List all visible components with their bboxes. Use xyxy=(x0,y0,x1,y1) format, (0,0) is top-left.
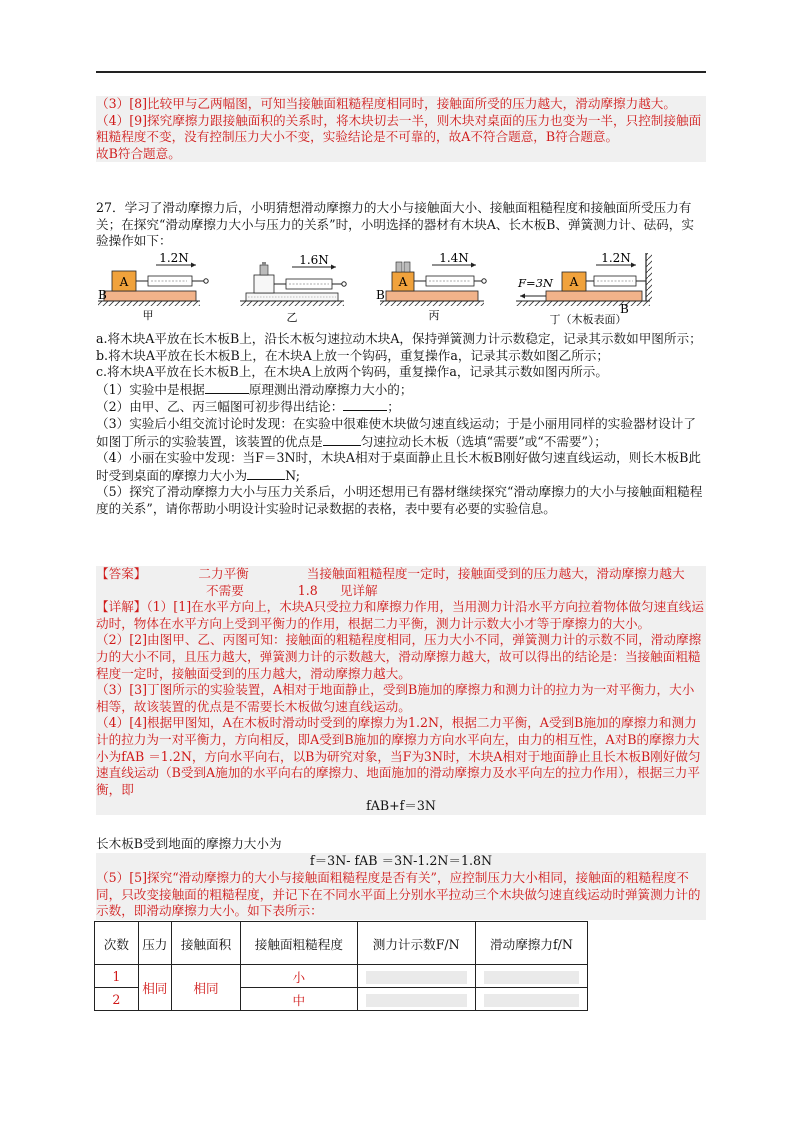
pressure-cell: 相同 xyxy=(138,965,171,1011)
table-header-row xyxy=(95,922,588,965)
blank-1[interactable] xyxy=(205,381,249,394)
header-roughness: 接触面粗糙程度 xyxy=(241,922,357,965)
detail-2: （2）[2]由图甲、乙、丙图可知：接触面的粗糙程度相同，压力大小不同，弹簧测力计的示数不同，滑动摩擦力的大小不同，且压力越大，弹簧测力计的示数越大，滑动摩擦力越大，故可以得出的结论是：当接触面粗糙程度一定时，接触面受到的压力越大，滑动摩擦力越大。 xyxy=(96,632,702,681)
force-reading-jia: 1.2N xyxy=(159,253,189,265)
caption-jia: 甲 xyxy=(142,309,154,322)
row2-roughness: 中 xyxy=(241,988,357,1011)
row1-friction xyxy=(475,965,587,988)
answer-line-3 xyxy=(96,583,706,600)
equation-2: f＝3N- fAB ＝3N-1.2N＝1.8N xyxy=(309,853,493,868)
figure-yi xyxy=(240,253,346,324)
block-a-yi xyxy=(254,275,274,293)
answer-5: 见详解 xyxy=(339,582,378,598)
board-b xyxy=(104,291,196,301)
row2-n: 2 xyxy=(95,988,139,1011)
sub-question-3: （3）实验后小组交流讨论时发现：在实验中很难使木块做匀速直线运动；于是小丽用同样的实验器材设计了如图丁所示的实验装置，该装置的优点是 匀速拉动长木板（选填“需要”或“不需要”）； xyxy=(96,415,696,449)
blank-3[interactable] xyxy=(323,433,361,446)
answer-3: 不需要 xyxy=(206,582,244,598)
sub-question-2: （2）由甲、乙、丙三幅图可初步得出结论： ； xyxy=(96,399,400,415)
figure-ding xyxy=(516,253,652,326)
detail-5-box xyxy=(96,870,706,920)
header-friction: 滑动摩擦力f/N xyxy=(475,922,587,965)
force-reading-bing: 1.4N xyxy=(439,253,469,265)
blank-4[interactable] xyxy=(247,467,285,480)
question-text: 27．学习了滑动摩擦力后，小明猜想滑动摩擦力的大小与接触面大小、接触面粗糙程度和接触面所受压力有关；在探究“滑动摩擦力大小与压力的关系”时，小明选择的器材有木块A、长木板B、弹簧测力计、砝码，实验操作如下： xyxy=(96,200,694,249)
detail-label: 【详解】 xyxy=(96,599,147,615)
row1-n: 1 xyxy=(95,965,139,988)
block-a-label: A xyxy=(119,275,129,289)
table-row xyxy=(95,965,588,988)
prev-answer-p3: （3）[8]比较甲与乙两幅图，可知当接触面粗糙程度相同时，接触面所受的压力越大，滑动摩擦力越大。 xyxy=(96,96,676,111)
experiment-figures xyxy=(96,253,706,331)
weight-bing-2 xyxy=(404,262,410,272)
equation-2-box xyxy=(96,853,706,870)
header-area: 接触面积 xyxy=(171,922,240,965)
question-27-intro xyxy=(96,200,706,250)
board-b-label-bing: B xyxy=(376,288,385,302)
header-rule xyxy=(96,71,706,73)
detail-3: （3）[3]丁图所示的实验装置，A相对于地面静止，受到B施加的摩擦力和测力计的拉力为一对平衡力，大小相等，故该装置的优点是不需要长木板做匀速直线运动。 xyxy=(96,682,695,714)
record-table xyxy=(94,921,588,1011)
row2-friction xyxy=(475,988,587,1011)
weight-bing-1 xyxy=(396,262,402,272)
prev-answer-p5: 故B符合题意。 xyxy=(96,145,181,161)
prev-answer-section xyxy=(96,96,706,162)
sub-question-1: （1）实验中是根据 原理测出滑动摩擦力大小的； xyxy=(96,381,413,397)
blank-2[interactable] xyxy=(343,398,387,411)
question-27-body xyxy=(96,331,706,518)
step-b: b.将木块A平放在长木板B上，在木块A上放一个钩码，重复操作a，记录其示数如图乙所示； xyxy=(96,347,609,363)
row1-reading xyxy=(357,965,475,988)
answer-section xyxy=(96,566,706,815)
force-reading-ding: 1.2N xyxy=(601,253,631,265)
figure-jia xyxy=(98,253,208,322)
board-b-label-ding: B xyxy=(620,302,629,316)
caption-yi: 乙 xyxy=(286,311,298,324)
step-c: c.将木块A平放在长木板B上，在木块A上放两个钩码，重复操作a，记录其示数如图丙所示。 xyxy=(96,364,608,380)
board-b-label: B xyxy=(98,288,107,302)
answer-label: 【答案】 xyxy=(96,566,147,581)
sub-question-4: （4）小丽在实验中发现：当F＝3N时，木块A相对于桌面静止且长木板B刚好做匀速直线运动，则长木板B此时受到桌面的摩擦力大小为 N; xyxy=(96,450,701,483)
detail-5: （5）[5]探究“滑动摩擦力的大小与接触面粗糙程度是否有关”，应控制压力大小相同，接触面的粗糙程度不同，只改变接触面的粗糙程度，并记下在不同水平面上分别水平拉动三个木块做匀速直线运动时弹簧测力计的示数，即滑动摩擦力大小。如下表所示： xyxy=(96,870,701,919)
figures-svg xyxy=(96,253,706,331)
header-times: 次数 xyxy=(95,922,139,965)
figure-bing xyxy=(376,253,486,322)
detail-1: 【详解】（1）[1]在水平方向上，木块A只受拉力和摩擦力作用，当用测力计沿水平方向拉着物体做匀速直线运动时，物体在水平方向上受到平衡力的作用，根据二力平衡，测力计示数大小才等于摩擦力的大小。 xyxy=(96,599,704,631)
weight-yi xyxy=(260,265,268,275)
row1-roughness: 小 xyxy=(241,965,357,988)
answer-2: 当接触面粗糙程度一定时，接触面受到的压力越大，滑动摩擦力越大 xyxy=(306,566,685,581)
block-a-label-bing: A xyxy=(398,275,408,289)
answer-line xyxy=(96,566,706,583)
header-pressure: 压力 xyxy=(138,922,171,965)
answer-1: 二力平衡 xyxy=(198,566,249,581)
equation-1: fAB+f＝3N xyxy=(366,798,436,814)
prev-answer-p4: （4）[9]探究摩擦力跟接触面积的关系时，将木块切去一半，则木块对桌面的压力也变为一半，只控制接触面粗糙程度不变，没有控制压力大小不变，实验结论是不可靠的，故A不符合题意，B符合题意。 xyxy=(96,112,702,145)
force-reading-yi: 1.6N xyxy=(299,253,329,267)
ground-hatch xyxy=(98,301,200,306)
answer-4: 1.8 xyxy=(297,582,318,598)
header-scale-reading: 测力计示数F/N xyxy=(357,922,475,965)
step-a: a.将木块A平放在长木板B上，沿长木板匀速拉动木块A，保持弹簧测力计示数稳定，记录其示数如甲图所示； xyxy=(96,331,702,346)
area-cell: 相同 xyxy=(171,965,240,1011)
detail-4: （4）[4]根据甲图知，A在木板时滑动时受到的摩擦力为1.2N，根据二力平衡，A受到B施加的摩擦力和测力计的拉力为一对平衡力，方向相反，即A受到B施加的摩擦力方向水平向左，由力的相互性，A对B的摩擦力大小为fAB ＝1.2N，方向水平向右，以B为研究对象，当F为3N时，木块A相对于地面静止且长木板B刚好做匀速直线运动（B受到A施加的水平向右的摩擦力、地面施加的滑动摩擦力及水平向左的拉力作用），根据三力平衡，即 xyxy=(96,715,701,797)
sub-question-5: （5）探究了滑动摩擦力大小与压力关系后，小明还想用已有器材继续探究“滑动摩擦力的大小与接触面粗糙程度的关系”，请你帮助小明设计实验时记录数据的表格，表中要有必要的实验信息。 xyxy=(96,484,703,516)
detail-4b: 长木板B受到地面的摩擦力大小为 xyxy=(96,836,282,851)
row2-reading xyxy=(357,988,475,1011)
force-f-label: F=3N xyxy=(518,276,553,290)
caption-bing: 丙 xyxy=(428,309,440,322)
block-a-label-ding: A xyxy=(569,275,579,289)
caption-ding: 丁（木板表面） xyxy=(549,313,627,326)
